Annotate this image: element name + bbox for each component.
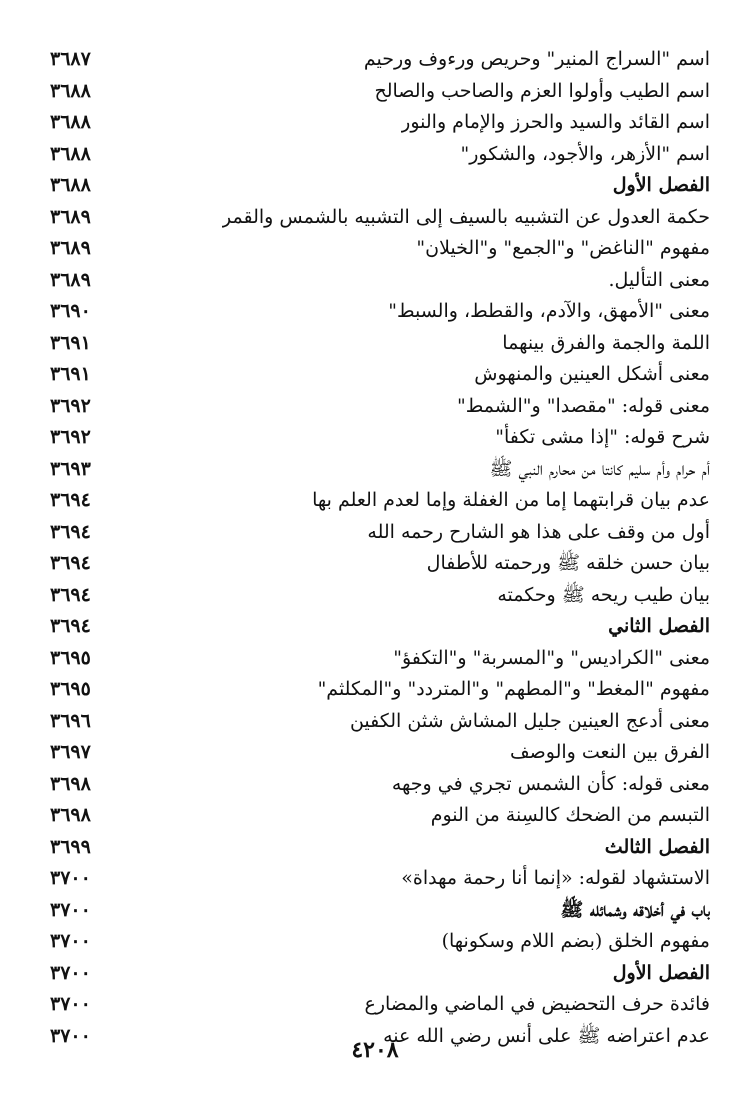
section-heading-row — [50, 895, 710, 927]
index-entry-page-number: ٣٦٨٧ — [50, 48, 91, 70]
section-heading-title: الفصل الثاني — [608, 615, 710, 637]
index-entry-page-number: ٣٧٠٠ — [50, 1024, 91, 1047]
index-entry-title: أول من وقف على هذا هو الشارح رحمه الله — [367, 520, 710, 543]
index-entry-page-number: ٣٦٩٤ — [50, 615, 91, 637]
index-entry-row — [50, 44, 710, 76]
index-entry-page-number: ٣٦٩٥ — [50, 678, 91, 700]
section-heading-row — [50, 611, 710, 643]
index-entry-page-number: ٣٦٨٨ — [50, 111, 91, 133]
section-heading-row — [50, 958, 710, 990]
index-entry-title: معنى "الكراديس" و"المسربة" و"التكفؤ" — [393, 646, 710, 669]
index-entry-page-number: ٣٦٩٢ — [50, 394, 91, 417]
index-entry-page-number: ٣٦٩٥ — [50, 646, 91, 669]
section-heading-row — [50, 832, 710, 864]
section-heading-title: الفصل الأول — [612, 961, 710, 984]
index-entry-page-number: ٣٦٩٦ — [50, 709, 91, 732]
index-entry-title: بيان طيب ريحه ﷺ وحكمته — [497, 583, 710, 606]
index-entry-page-number: ٣٦٩٠ — [50, 300, 91, 322]
index-entry-page-number: ٣٦٨٩ — [50, 268, 91, 291]
index-entry-page-number: ٣٦٩١ — [50, 363, 91, 385]
table-of-contents — [50, 44, 710, 1052]
index-entry-title: معنى التأليل. — [608, 268, 710, 291]
index-entry-page-number: ٣٦٨٨ — [50, 79, 91, 102]
index-entry-title: عدم اعتراضه ﷺ على أنس رضي الله عنه — [383, 1024, 710, 1047]
index-entry-page-number: ٣٦٩٤ — [50, 520, 91, 543]
index-entry-page-number: ٣٦٩٧ — [50, 741, 91, 763]
index-entry-page-number: ٣٦٨٨ — [50, 142, 91, 165]
index-entry-title: الفرق بين النعت والوصف — [510, 741, 710, 763]
index-entry-row — [50, 422, 710, 454]
section-heading-title: الفصل الثالث — [604, 835, 710, 858]
index-entry-row — [50, 265, 710, 297]
index-entry-row — [50, 517, 710, 549]
index-entry-title: مفهوم "الناغض" و"الجمع" و"الخيلان" — [416, 237, 710, 259]
index-entry-title: حكمة العدول عن التشبيه بالسيف إلى التشبيه بالشمس والقمر — [222, 205, 710, 228]
index-entry-row — [50, 328, 710, 360]
index-entry-page-number: ٣٦٩٤ — [50, 583, 91, 606]
section-heading-row — [50, 170, 710, 202]
index-entry-title: أم حرام وأم سليم كانتا من محارم النبي ﷺ — [489, 457, 710, 480]
index-entry-title: معنى أشكل العينين والمنهوش — [474, 363, 710, 385]
index-entry-page-number: ٣٦٨٩ — [50, 205, 91, 228]
index-entry-title: اللمة والجمة والفرق بينهما — [502, 331, 710, 354]
section-heading-title: الفصل الأول — [612, 174, 710, 196]
index-entry-title: اسم القائد والسيد والحرز والإمام والنور — [401, 111, 710, 133]
index-entry-row — [50, 76, 710, 108]
index-entry-page-number: ٣٦٩٨ — [50, 772, 91, 795]
index-entry-title: معنى أدعج العينين جليل المشاش شثن الكفين — [349, 709, 710, 732]
index-entry-title: اسم الطيب وأولوا العزم والصاحب والصالح — [374, 79, 710, 102]
index-entry-row — [50, 139, 710, 171]
index-entry-page-number: ٣٦٩٤ — [50, 552, 91, 574]
section-heading-title: باب في أخلاقه وشمائله ﷺ — [560, 898, 710, 921]
index-entry-row — [50, 296, 710, 328]
index-entry-page-number: ٣٧٠٠ — [50, 898, 91, 921]
index-entry-row — [50, 926, 710, 958]
index-entry-row — [50, 989, 710, 1021]
index-entry-row — [50, 391, 710, 423]
index-entry-row — [50, 737, 710, 769]
index-entry-title: التبسم من الضحك كالسِنة من النوم — [430, 804, 710, 826]
page-number-footer: ٤٢٠٨ — [351, 1037, 399, 1063]
index-entry-row — [50, 674, 710, 706]
index-entry-title: مفهوم الخلق (بضم اللام وسكونها) — [441, 930, 710, 952]
index-entry-row — [50, 485, 710, 517]
index-entry-row — [50, 769, 710, 801]
index-entry-title: بيان حسن خلقه ﷺ ورحمته للأطفال — [426, 552, 710, 574]
index-entry-title: اسم "السراج المنير" وحريص ورءوف ورحيم — [363, 48, 710, 70]
index-entry-row — [50, 107, 710, 139]
index-entry-title: معنى "الأمهق، والآدم، والقطط، والسبط" — [388, 300, 710, 322]
index-entry-page-number: ٣٦٨٩ — [50, 237, 91, 259]
index-entry-row — [50, 800, 710, 832]
index-entry-page-number: ٣٦٨٨ — [50, 174, 91, 196]
index-entry-page-number: ٣٦٩٨ — [50, 804, 91, 826]
index-entry-title: اسم "الأزهر، والأجود، والشكور" — [460, 142, 710, 165]
index-entry-row — [50, 863, 710, 895]
index-entry-page-number: ٣٧٠٠ — [50, 930, 91, 952]
index-entry-page-number: ٣٧٠٠ — [50, 961, 91, 984]
index-entry-title: معنى قوله: "مقصدا" و"الشمط" — [457, 394, 710, 417]
index-entry-row — [50, 454, 710, 486]
index-entry-row — [50, 233, 710, 265]
index-entry-row — [50, 643, 710, 675]
index-entry-row — [50, 548, 710, 580]
index-entry-title: عدم بيان قرابتهما إما من الغفلة وإما لعدم العلم بها — [312, 489, 710, 511]
index-entry-page-number: ٣٦٩٣ — [50, 457, 91, 480]
index-entry-page-number: ٣٦٩٩ — [50, 835, 91, 858]
index-entry-row — [50, 359, 710, 391]
index-entry-title: معنى قوله: كأن الشمس تجري في وجهه — [391, 772, 710, 795]
index-entry-page-number: ٣٦٩٢ — [50, 426, 91, 448]
index-entry-row — [50, 202, 710, 234]
index-entry-page-number: ٣٦٩٤ — [50, 489, 91, 511]
index-entry-row — [50, 580, 710, 612]
index-entry-title: شرح قوله: "إذا مشى تكفأ" — [495, 426, 710, 448]
index-entry-page-number: ٣٧٠٠ — [50, 867, 91, 889]
index-entry-title: الاستشهاد لقوله: «إنما أنا رحمة مهداة» — [401, 867, 710, 889]
index-entry-title: فائدة حرف التحضيض في الماضي والمضارع — [364, 993, 710, 1015]
index-entry-row — [50, 706, 710, 738]
index-entry-page-number: ٣٦٩١ — [50, 331, 91, 354]
index-entry-title: مفهوم "المغط" و"المطهم" و"المتردد" و"المكلثم" — [317, 678, 710, 700]
index-entry-page-number: ٣٧٠٠ — [50, 993, 91, 1015]
